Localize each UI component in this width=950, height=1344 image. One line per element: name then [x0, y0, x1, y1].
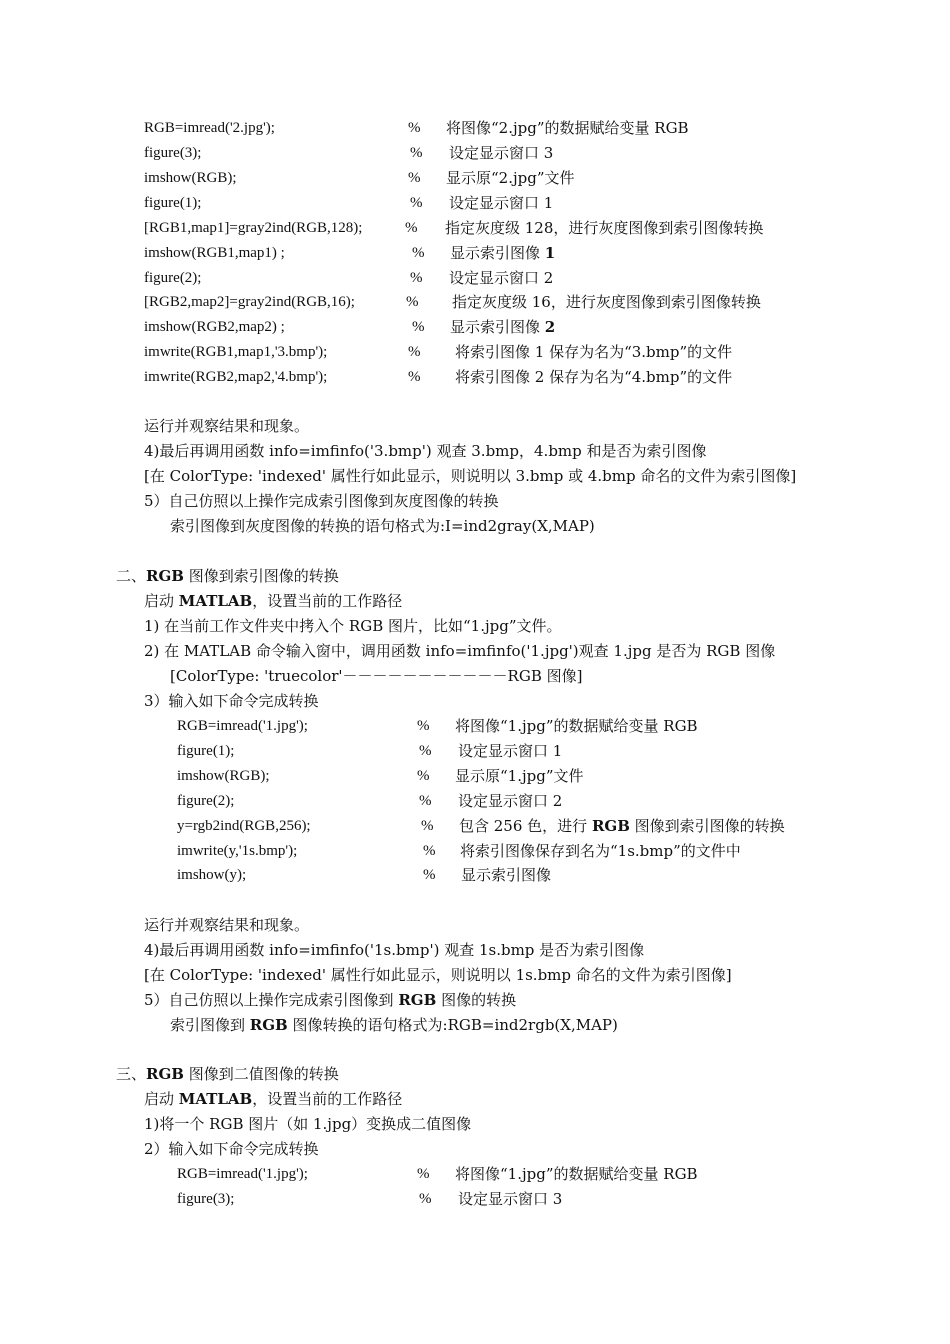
code-line: imshow(RGB); — [144, 170, 237, 186]
instruction-step: 1)将一个 RGB 图片（如 1.jpg）变换成二值图像 — [144, 1115, 472, 1133]
code-comment: 显示索引图像 1 — [450, 244, 556, 262]
instruction-note: [在 ColorType: 'indexed' 属性行如此显示，则说明以 3.bmp 或 4.bmp 命名的文件为索引图像] — [144, 467, 797, 485]
instruction-text: 启动 MATLAB，设置当前的工作路径 — [144, 1090, 403, 1108]
code-comment: 设定显示窗口 2 — [449, 269, 554, 287]
code-line: RGB=imread('2.jpg'); — [144, 120, 275, 136]
code-line: imshow(RGB); — [177, 768, 270, 784]
code-line: figure(3); — [177, 1191, 235, 1207]
code-comment: 显示索引图像 — [461, 866, 552, 884]
code-line: imshow(RGB1,map1) ; — [144, 245, 285, 261]
code-comment: 将索引图像保存到名为“1s.bmp”的文件中 — [460, 842, 741, 860]
comment-marker: % — [419, 1191, 432, 1207]
comment-marker: % — [412, 319, 425, 335]
instruction-step: 4)最后再调用函数 info=imfinfo('3.bmp') 观查 3.bmp，4.bmp 和是否为索引图像 — [144, 442, 707, 460]
code-line: figure(2); — [144, 270, 202, 286]
instruction-text: 运行并观察结果和现象。 — [144, 916, 310, 934]
code-line: imshow(y); — [177, 867, 247, 883]
comment-marker: % — [421, 818, 434, 834]
code-comment: 设定显示窗口 1 — [458, 742, 563, 760]
code-line: imwrite(RGB1,map1,'3.bmp'); — [144, 344, 328, 360]
comment-marker: % — [417, 768, 430, 784]
comment-marker: % — [410, 195, 423, 211]
code-line: figure(1); — [144, 195, 202, 211]
section-heading: 三、RGB 图像到二值图像的转换 — [116, 1065, 339, 1083]
comment-marker: % — [412, 245, 425, 261]
code-comment: 将图像“1.jpg”的数据赋给变量 RGB — [455, 1165, 698, 1183]
comment-marker: % — [417, 1166, 430, 1182]
comment-marker: % — [423, 867, 436, 883]
comment-marker: % — [410, 145, 423, 161]
code-line: figure(2); — [177, 793, 235, 809]
comment-marker: % — [419, 743, 432, 759]
comment-marker: % — [408, 120, 421, 136]
code-line: imshow(RGB2,map2) ; — [144, 319, 285, 335]
code-comment: 将图像“1.jpg”的数据赋给变量 RGB — [455, 717, 698, 735]
code-comment: 指定灰度级 16，进行灰度图像到索引图像转换 — [452, 293, 761, 311]
instruction-text: 启动 MATLAB，设置当前的工作路径 — [144, 592, 403, 610]
code-comment: 显示索引图像 2 — [450, 318, 556, 336]
code-line: y=rgb2ind(RGB,256); — [177, 818, 311, 834]
instruction-step: 2) 在 MATLAB 命令输入窗中，调用函数 info=imfinfo('1.jpg')观查 1.jpg 是否为 RGB 图像 — [144, 642, 776, 660]
section-heading: 二、RGB 图像到索引图像的转换 — [116, 567, 339, 585]
instruction-step: 5）自己仿照以上操作完成索引图像到 RGB 图像的转换 — [144, 991, 517, 1009]
code-line: imwrite(y,'1s.bmp'); — [177, 843, 298, 859]
comment-marker: % — [423, 843, 436, 859]
comment-marker: % — [419, 793, 432, 809]
code-comment: 指定灰度级 128，进行灰度图像到索引图像转换 — [445, 219, 764, 237]
instruction-step: 2）输入如下命令完成转换 — [144, 1140, 319, 1158]
comment-marker: % — [410, 270, 423, 286]
instruction-step: 4)最后再调用函数 info=imfinfo('1s.bmp') 观查 1s.bmp 是否为索引图像 — [144, 941, 645, 959]
instruction-step: 5）自己仿照以上操作完成索引图像到灰度图像的转换 — [144, 492, 499, 510]
syntax-text: 索引图像到灰度图像的转换的语句格式为:I=ind2gray(X,MAP) — [170, 517, 595, 535]
code-line: [RGB1,map1]=gray2ind(RGB,128); — [144, 220, 363, 236]
instruction-text: 运行并观察结果和现象。 — [144, 417, 310, 435]
code-comment: 显示原“2.jpg”文件 — [446, 169, 575, 187]
code-comment: 设定显示窗口 2 — [458, 792, 563, 810]
comment-marker: % — [406, 294, 419, 310]
code-line: [RGB2,map2]=gray2ind(RGB,16); — [144, 294, 355, 310]
instruction-step: 3）输入如下命令完成转换 — [144, 692, 319, 710]
code-comment: 包含 256 色，进行 RGB 图像到索引图像的转换 — [459, 817, 785, 835]
code-comment: 设定显示窗口 3 — [449, 144, 554, 162]
code-comment: 设定显示窗口 3 — [458, 1190, 563, 1208]
code-comment: 显示原“1.jpg”文件 — [455, 767, 584, 785]
code-line: imwrite(RGB2,map2,'4.bmp'); — [144, 369, 328, 385]
code-comment: 将索引图像 2 保存为名为“4.bmp”的文件 — [455, 368, 733, 386]
instruction-note: [ColorType: 'truecolor'－－－－－－－－－－－RGB 图像] — [170, 667, 583, 685]
syntax-text: 索引图像到 RGB 图像转换的语句格式为:RGB=ind2rgb(X,MAP) — [170, 1016, 618, 1034]
comment-marker: % — [408, 344, 421, 360]
code-line: figure(3); — [144, 145, 202, 161]
code-line: RGB=imread('1.jpg'); — [177, 718, 308, 734]
code-line: RGB=imread('1.jpg'); — [177, 1166, 308, 1182]
instruction-note: [在 ColorType: 'indexed' 属性行如此显示，则说明以 1s.bmp 命名的文件为索引图像] — [144, 966, 732, 984]
comment-marker: % — [408, 170, 421, 186]
instruction-step: 1) 在当前工作文件夹中拷入个 RGB 图片，比如“1.jpg”文件。 — [144, 617, 562, 635]
code-comment: 设定显示窗口 1 — [449, 194, 554, 212]
code-line: figure(1); — [177, 743, 235, 759]
comment-marker: % — [408, 369, 421, 385]
comment-marker: % — [417, 718, 430, 734]
code-comment: 将图像“2.jpg”的数据赋给变量 RGB — [446, 119, 689, 137]
comment-marker: % — [405, 220, 418, 236]
code-comment: 将索引图像 1 保存为名为“3.bmp”的文件 — [455, 343, 733, 361]
